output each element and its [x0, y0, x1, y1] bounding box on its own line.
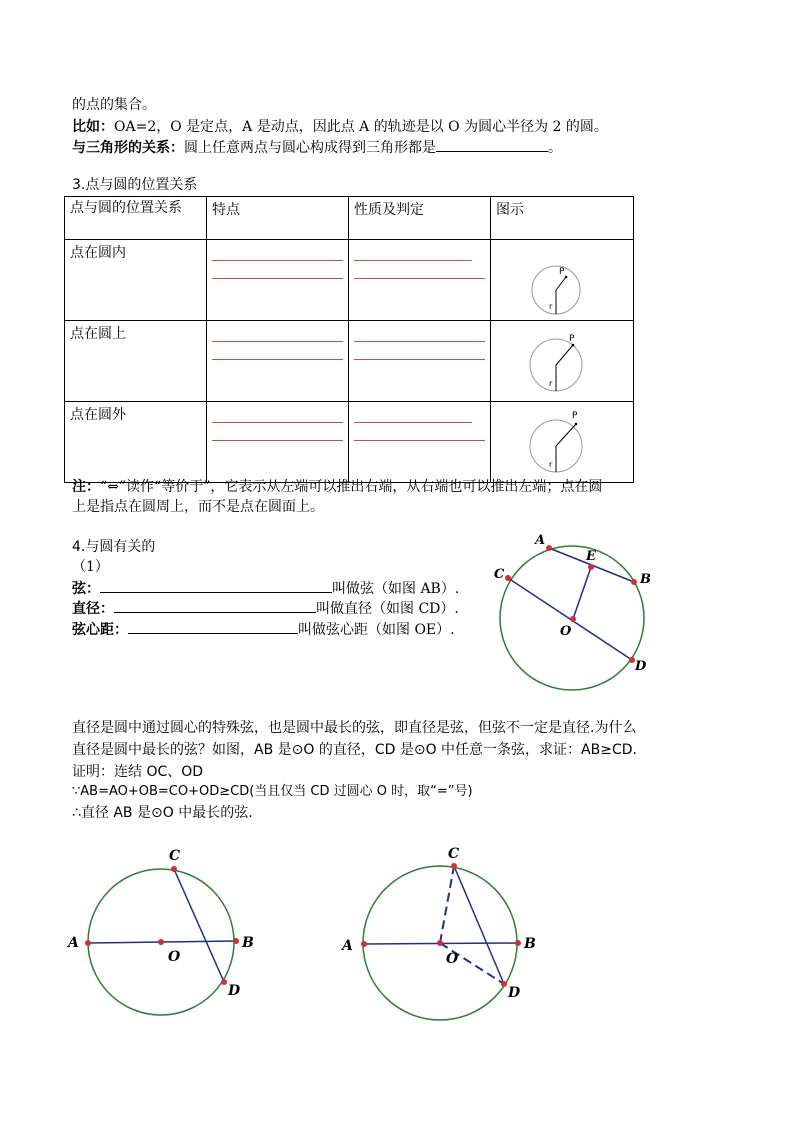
distance-text: 叫做弦心距（如图 OE）. [298, 622, 455, 638]
header-cell: 图示 [491, 197, 634, 240]
fig-label-p: P [569, 334, 575, 344]
point-a [546, 545, 552, 551]
triangle-end: 。 [548, 140, 562, 156]
point-a [361, 941, 367, 947]
label-e: E [586, 549, 596, 564]
point-d [501, 981, 507, 987]
proof-line-2: 直径是圆中最长的弦？如图，AB 是⊙O 的直径，CD 是⊙O 中任意一条弦，求证：AB≥CD. [72, 742, 637, 758]
intro-text: 的点的集合。 [72, 97, 156, 113]
label-o: O [446, 951, 459, 967]
feature-cell [207, 240, 349, 321]
table-header-row [65, 197, 634, 240]
point-b [631, 579, 637, 585]
label-b: B [524, 936, 536, 952]
point-inside-figure [526, 260, 586, 320]
header-cell: 点与圆的位置关系 [65, 197, 207, 240]
table-row [65, 240, 634, 321]
table-row [65, 402, 634, 483]
fig-label-p: P [572, 411, 578, 421]
note-line-1 [72, 478, 602, 496]
point-o [570, 616, 576, 622]
distance-blank[interactable] [128, 621, 298, 634]
triangle-label: 与三角形的关系： [72, 140, 184, 156]
label-o: O [168, 949, 181, 965]
position-table [64, 196, 634, 483]
example-text: OA=2，O 是定点，A 是动点，因此点 A 的轨迹是以 O 为圆心半径为 2 的圆。 [114, 119, 608, 135]
proof-line-5: ∴直径 AB 是⊙O 中最长的弦. [72, 805, 253, 821]
property-blank[interactable] [354, 424, 485, 441]
point-d [221, 979, 227, 985]
intro-line-1 [72, 96, 156, 114]
distance-def [72, 621, 455, 639]
note-text-1: “⇔”读作“等价于”，它表示从左端可以推出右端，从右端也可以推出左端；点在圆 [100, 479, 603, 495]
note-label: 注： [72, 479, 100, 495]
fig-label-r: r [549, 460, 553, 469]
figure-cell [491, 321, 634, 402]
diameter-text: 叫做直径（如图 CD）. [316, 601, 459, 617]
figure-cell [491, 240, 634, 321]
proof-line-4: ∵AB=AO+OB=CO+OD≥CD(当且仅当 CD 过圆心 O 时，取“=”号) [72, 784, 473, 799]
triangle-text: 圆上任意两点与圆心构成得到三角形都是 [184, 140, 436, 156]
header-cell: 特点 [207, 197, 349, 240]
feature-blank[interactable] [212, 343, 343, 360]
label-d: D [228, 983, 241, 999]
fig-label-p: P [559, 267, 565, 277]
label-c: C [448, 846, 460, 862]
property-blank[interactable] [354, 343, 485, 360]
label-o: O [560, 624, 572, 639]
label-a: A [342, 938, 353, 954]
segment-oc-dashed [440, 866, 454, 943]
point-outside-figure [526, 412, 586, 472]
segment-oe [573, 567, 591, 619]
point-c [451, 863, 457, 869]
feature-blank[interactable] [212, 424, 343, 441]
point-on-figure [526, 331, 586, 391]
diameter-label: 直径： [72, 601, 114, 617]
feature-blank[interactable] [212, 244, 343, 261]
table-row [65, 321, 634, 402]
point-o [158, 939, 164, 945]
property-blank[interactable] [354, 406, 472, 423]
feature-blank[interactable] [212, 262, 343, 279]
property-blank[interactable] [354, 244, 472, 261]
proof-figure-right [340, 840, 540, 1020]
label-b: B [640, 572, 651, 587]
label-d: D [508, 985, 521, 1001]
feature-blank[interactable] [212, 325, 343, 342]
point-b [233, 938, 239, 944]
proof-line-1: 直径是圆中通过圆心的特殊弦，也是圆中最长的弦，即直径是弦，但弦不一定是直径.为什么 [72, 720, 637, 736]
header-cell: 性质及判定 [349, 197, 491, 240]
section4-sub: （1） [72, 559, 109, 575]
fig-label-r: r [549, 302, 553, 311]
point-e [588, 564, 594, 570]
chord-cd [174, 869, 224, 982]
point-c [171, 866, 177, 872]
intro-example [72, 118, 608, 136]
distance-label: 弦心距： [72, 622, 128, 638]
diameter-blank[interactable] [114, 600, 316, 613]
label-a: A [68, 935, 79, 951]
chord-blank[interactable] [100, 580, 332, 593]
chord-label: 弦： [72, 581, 100, 597]
row-label: 点在圆外 [65, 402, 207, 483]
property-blank[interactable] [354, 325, 485, 342]
property-blank[interactable] [354, 262, 485, 279]
row-label: 点在圆上 [65, 321, 207, 402]
feature-cell [207, 321, 349, 402]
property-cell [349, 321, 491, 402]
label-b: B [242, 935, 254, 951]
label-a: A [535, 533, 546, 548]
feature-blank[interactable] [212, 406, 343, 423]
label-c: C [494, 567, 505, 582]
point-b [515, 940, 521, 946]
proof-figure-left [66, 843, 266, 1013]
feature-cell [207, 402, 349, 483]
diameter-def [72, 600, 459, 618]
point-o [437, 940, 443, 946]
property-cell [349, 402, 491, 483]
example-label: 比如： [72, 119, 114, 135]
section4-title: 4.与圆有关的 [72, 539, 156, 555]
proof-line-3: 证明：连结 OC、OD [72, 764, 204, 780]
point-a [85, 940, 91, 946]
note-line-2: 上是指点在圆周上，而不是点在圆面上。 [72, 499, 324, 515]
triangle-blank[interactable] [436, 139, 548, 152]
chord-text: 叫做弦（如图 AB）. [332, 581, 460, 597]
chord-def [72, 580, 459, 598]
property-cell [349, 240, 491, 321]
label-d: D [635, 659, 647, 674]
point-c [505, 575, 511, 581]
figure-cell [491, 402, 634, 483]
row-label: 点在圆内 [65, 240, 207, 321]
intro-triangle [72, 139, 562, 157]
fig-label-r: r [549, 379, 553, 388]
chord-figure [490, 530, 670, 690]
chord-cd [454, 866, 504, 984]
section3-title: 3.点与圆的位置关系 [72, 177, 198, 193]
label-c: C [169, 848, 181, 864]
